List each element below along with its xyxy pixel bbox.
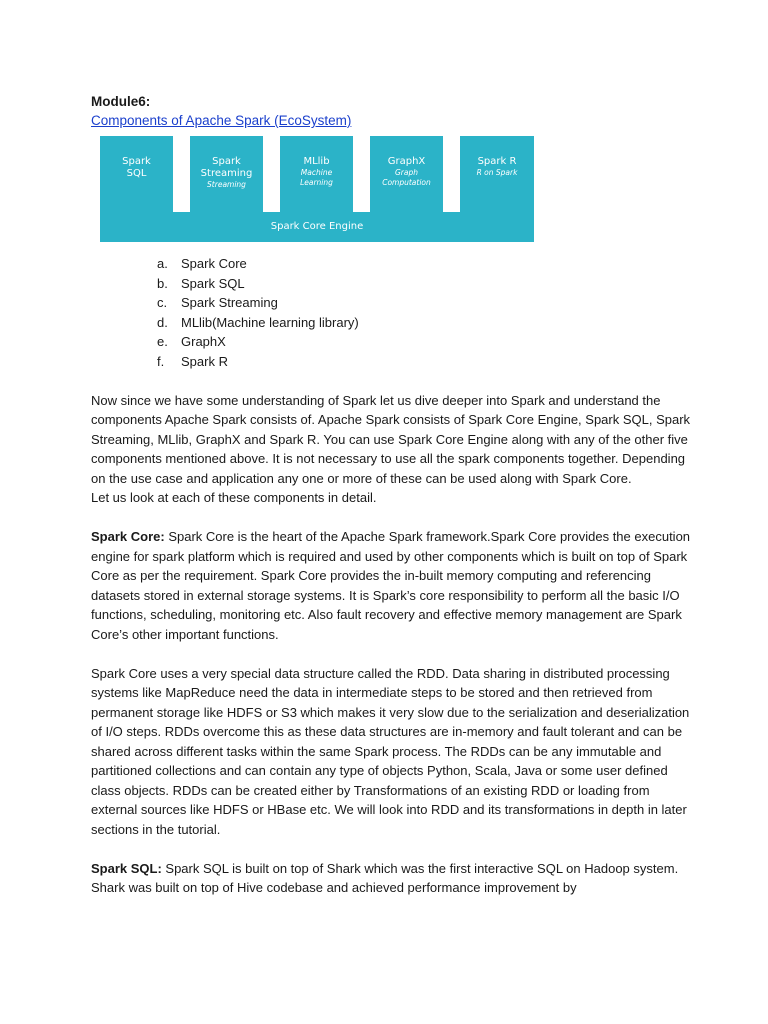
components-list — [91, 254, 691, 371]
diagram-box-subtitle: Streaming — [207, 180, 246, 189]
list-marker: b. — [157, 275, 168, 291]
diagram-box-title: Spark R — [477, 156, 517, 167]
list-item — [91, 274, 691, 294]
list-item — [91, 254, 691, 274]
list-item-text: Spark Core — [181, 256, 247, 271]
spark-ecosystem-diagram — [100, 136, 534, 242]
spark-sql-paragraph — [91, 859, 691, 898]
list-item-text: Spark Streaming — [181, 295, 278, 310]
diagram-box-spark-streaming — [190, 136, 263, 214]
list-item-text: Spark SQL — [181, 275, 245, 291]
list-marker: c. — [157, 295, 168, 310]
list-marker: f. — [157, 353, 165, 369]
diagram-box-subtitle: Graph Computation — [382, 168, 431, 187]
module-title: Module6: — [91, 94, 151, 109]
diagram-box-spark-r — [460, 136, 534, 214]
list-marker: e. — [157, 334, 168, 349]
diagram-box-title: Spark Streaming — [200, 156, 253, 179]
list-item — [91, 313, 691, 333]
diagram-box-mllib — [280, 136, 353, 214]
list-item — [91, 293, 691, 313]
spark-core-text: Spark Core is the heart of the Apache Spark framework.Spark Core provides the execution engine for spark platform which is required and used by other components which is built on top of Spark Core as per the requirement. Spark Core provides the in-built memory computing and referencing datasets stored in external storage systems. It is Spark’s core responsibility to perform all the basic I/O functions, scheduling, monitoring etc. Also fault recovery and effective memory management are Spark Core’s other important functions. — [91, 529, 691, 642]
list-item — [91, 352, 691, 372]
spark-sql-label: Spark SQL: — [91, 860, 162, 876]
diagram-box-subtitle: Machine Learning — [300, 168, 333, 187]
intro-paragraph: Now since we have some understanding of Spark let us dive deeper into Spark and understand the components Apache Spark consists of. Apache Spark consists of Spark Core Engine, Spark SQL, Spark Streaming, MLlib, GraphX and Spark R. You can use Spark Core Engine along with any of the other five components mentioned above. It is not necessary to use all the spark components together. Depending on the use case and application any one or more of these can be used along with Spark Core. — [91, 392, 691, 486]
list-item-text: GraphX — [181, 334, 226, 349]
diagram-box-title: MLlib — [303, 156, 330, 167]
list-marker: d. — [157, 314, 168, 330]
list-item — [91, 332, 691, 352]
list-marker: a. — [157, 256, 168, 271]
diagram-box-spark-sql — [100, 136, 173, 214]
list-item-text: Spark R — [181, 353, 228, 369]
spark-sql-text: Spark SQL is built on top of Shark which was the first interactive SQL on Hadoop system. Shark was built on top of Hive codebase and achieved performance improvement by — [91, 860, 679, 895]
diagram-box-title: GraphX — [387, 156, 426, 167]
rdd-paragraph: Spark Core uses a very special data structure called the RDD. Data sharing in distributed processing systems like MapReduce need the data in intermediate steps to be stored and then retrieved from permanent storage like HDFS or S3 which makes it very slow due to the serialization and deserialization of I/O steps. RDDs overcome this as these data structures are in-memory and fault tolerant and can be shared across different tasks within the same Spark process. The RDDs can be any immutable and partitioned collections and can contain any type of objects Python, Scala, Java or some user defined class objects. RDDs can be created either by Transformations of an existing RDD or loading from external sources like HDFS or HBase etc. We will look into RDD and its transformations in depth in later sections in the tutorial. — [91, 665, 690, 837]
diagram-box-graphx — [370, 136, 443, 214]
list-item-text: MLlib(Machine learning library) — [181, 314, 359, 330]
diagram-core-engine: Spark Core Engine — [100, 212, 534, 242]
intro-followup: Let us look at each of these components in detail. — [91, 490, 377, 505]
ecosystem-link[interactable]: Components of Apache Spark (EcoSystem) — [91, 113, 352, 128]
spark-core-paragraph — [91, 527, 691, 644]
diagram-box-subtitle: R on Spark — [476, 168, 518, 177]
spark-core-label: Spark Core: — [91, 529, 165, 544]
diagram-box-title: Spark SQL — [122, 156, 151, 179]
document-page — [91, 92, 691, 898]
